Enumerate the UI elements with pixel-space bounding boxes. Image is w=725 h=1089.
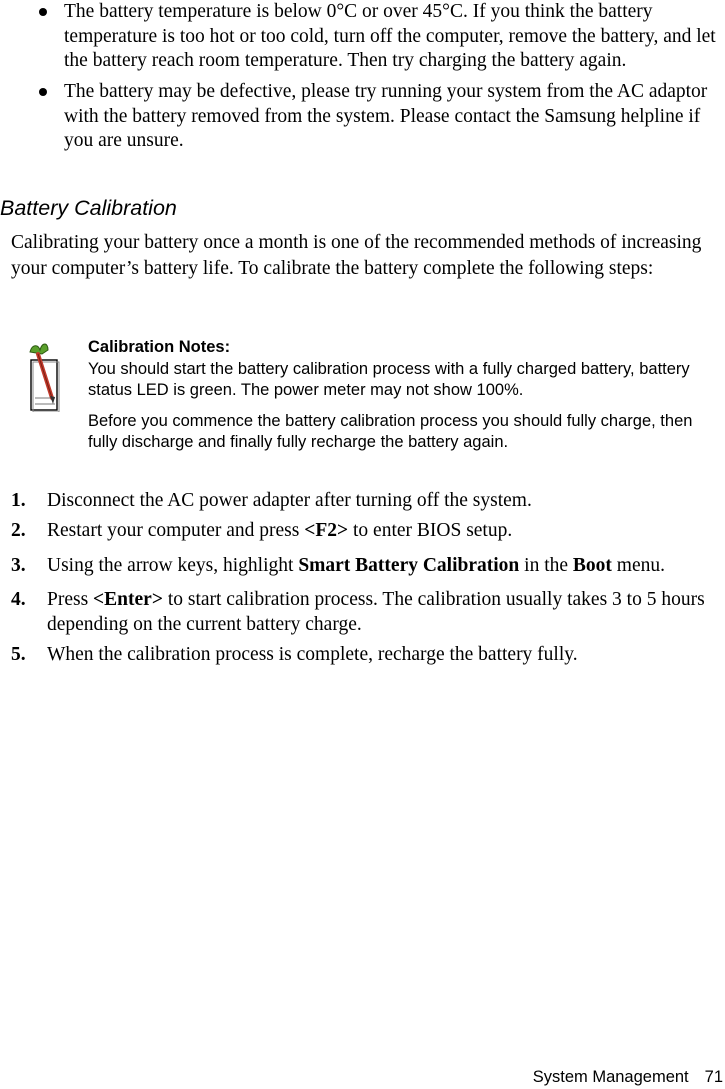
step-text: Using the arrow keys, highlight Smart Battery Calibration in the Boot menu. <box>47 555 665 576</box>
section-heading: Battery Calibration <box>0 196 177 220</box>
bullet-text: The battery may be defective, please try running your system from the AC adaptor with the battery removed from the system. Please contact the Samsung helpline if you are unsure. <box>64 81 708 151</box>
step-number: 2. <box>11 520 26 541</box>
step-text: Press <Enter> to start calibration process. The calibration usually takes 3 to 5 hours depending on the current battery charge. <box>47 589 705 635</box>
footer-section-title: System Management <box>532 1068 689 1086</box>
bullet-text: The battery temperature is below 0°C or over 45°C. If you think the battery temperature is too hot or too cold, turn off the computer, remove the battery, and let the battery reach room temperature. Then try charging the battery again. <box>64 1 716 71</box>
step-text: Disconnect the AC power adapter after turning off the system. <box>47 490 532 511</box>
page-number: 71 <box>704 1068 723 1086</box>
note-title: Calibration Notes: <box>88 338 231 356</box>
bullet-dot <box>39 8 47 16</box>
note-line-2: Before you commence the battery calibration process you should fully charge, then fully discharge and finally fully recharge the battery again. <box>88 412 693 451</box>
bullet-dot <box>39 88 47 96</box>
step-number: 1. <box>11 490 26 511</box>
note-pencil-icon <box>28 340 58 410</box>
page-footer <box>533 1068 723 1087</box>
step-number: 4. <box>11 589 26 610</box>
step-text: Restart your computer and press <F2> to enter BIOS setup. <box>47 520 513 541</box>
step-text: When the calibration process is complete, recharge the battery fully. <box>47 644 578 665</box>
step-number: 5. <box>11 644 26 665</box>
intro-paragraph: Calibrating your battery once a month is one of the recommended methods of increasing your computer’s battery life. To calibrate the battery complete the following steps: <box>11 232 702 279</box>
step-number: 3. <box>11 555 26 576</box>
note-line-1: You should start the battery calibration process with a fully charged battery, battery status LED is green. The power meter may not show 100%. <box>88 360 690 399</box>
